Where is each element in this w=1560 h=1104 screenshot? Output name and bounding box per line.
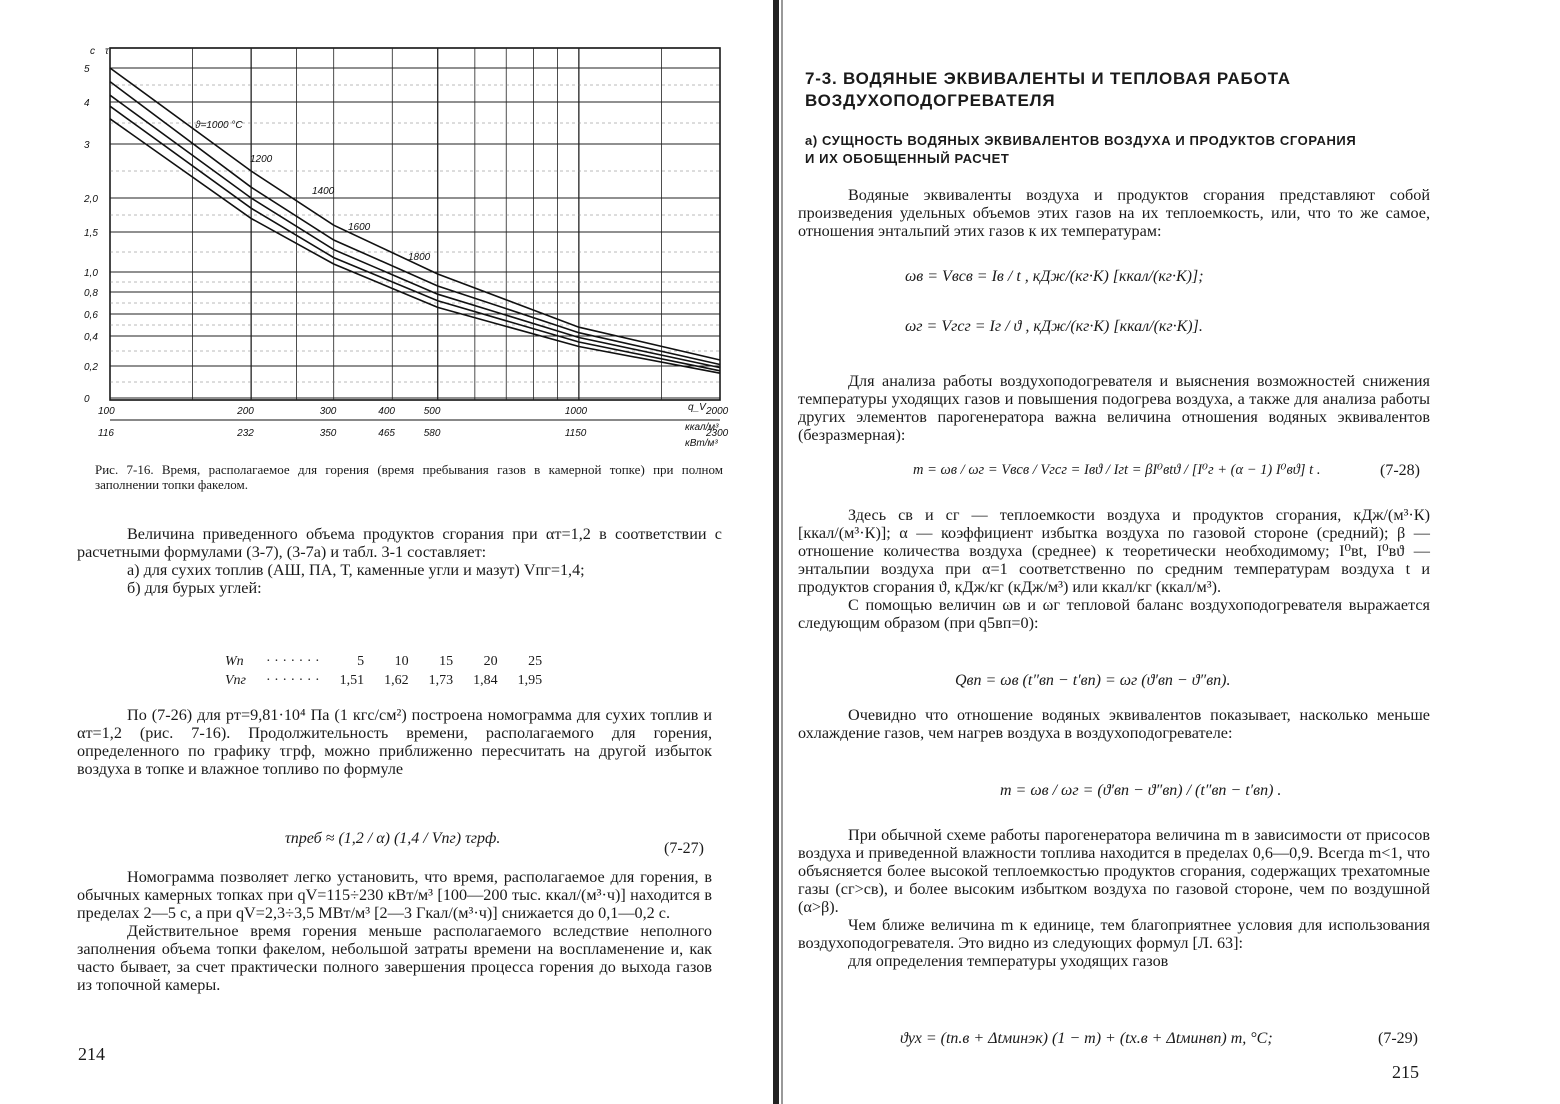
table-cell: 1,62 [384, 672, 409, 688]
formula-7-29-number: (7-29) [1378, 1030, 1418, 1047]
y-tick-label: 4 [84, 98, 90, 109]
nomogram-chart [80, 40, 740, 460]
left-paragraph-3 [77, 868, 712, 994]
para-actual-time: Действительное время горения меньше располагаемого вследствие неполного заполнения объема топки факелом, небольшой затраты времени на воспламенение и, как часто бывает, за счет практически полного завершения процесса горения до выхода газов из топочной камеры. [77, 922, 712, 994]
x-tick-label-top: 300 [319, 406, 337, 417]
row-label: Vпг [225, 672, 247, 688]
page-number-left: 214 [78, 1044, 105, 1064]
subsection-heading: а) СУЩНОСТЬ ВОДЯНЫХ ЭКВИВАЛЕНТОВ ВОЗДУХА И ПРОДУКТОВ СГОРАНИЯ И ИХ ОБОБЩЕННЫЙ РАСЧЕТ [805, 133, 1357, 166]
right-paragraph-3 [798, 506, 1430, 632]
curve-label: 1400 [312, 186, 335, 197]
x-tick-label-top: 400 [378, 406, 395, 417]
y-axis-unit: с [90, 46, 95, 57]
right-paragraph-2: Для анализа работы воздухоподогревателя и выяснения возможностей снижения температуры уходящих газов и повышения подогрева воздуха, а также для анализа работы других элементов парогенератора важна величина отношения водяных эквивалентов (безразмерная): [798, 372, 1430, 444]
left-paragraph-1 [77, 525, 722, 597]
y-tick-label: 0 [84, 394, 90, 405]
y-axis-tick-labels [83, 64, 98, 405]
x-tick-label-top: 2000 [706, 406, 729, 417]
x-tick-label-bottom: 350 [319, 428, 337, 439]
para-nomogram: Номограмма позволяет легко установить, что время, располагаемое для горения, в обычных камерных топках при qV=115÷230 кВт/м³ [100—200 тыс. ккал/(м³·ч)] находится в пределах 2—5 с, а при qV=2,3÷3,5 МВт/м³ [2—3 Гкал/(м³·ч)] снижается до 0,1—0,2 с. [77, 868, 712, 922]
y-tick-label: 0,6 [84, 310, 98, 321]
y-tick-label: 1,0 [84, 268, 98, 279]
table-cell: 5 [357, 653, 365, 669]
y-tick-label: 0,8 [84, 288, 98, 299]
y-tick-label: 2,0 [84, 194, 98, 205]
y-tick-label: 3 [84, 140, 90, 151]
book-gutter [773, 0, 779, 1104]
x-tick-label-bottom: 1150 [564, 428, 587, 439]
table-cell: 10 [394, 653, 409, 669]
para-m-range: При обычной схеме работы парогенератора величина m в зависимости от присосов воздуха и приведенной влажности топлива находится в пределах 0,6—0,9. Всегда m<1, что объясняется более высокой теплоемкостью продуктов сгорания, содержащих трехатомные газы (cг>cв), и более высоким избытком воздуха по газовой стороне, чем по воздушной (α>β). [798, 826, 1430, 916]
formula-7-28-number: (7-28) [1380, 462, 1420, 479]
right-paragraph-4: Очевидно что отношение водяных эквивалентов показывает, насколько меньше охлаждение газов, чем нагрев воздуха в воздухоподогревателе: [798, 706, 1430, 742]
x-axis-symbol: q_V [688, 402, 706, 413]
x-tick-label-bottom: 465 [378, 428, 395, 439]
section-heading: 7-3. ВОДЯНЫЕ ЭКВИВАЛЕНТЫ И ТЕПЛОВАЯ РАБОТА ВОЗДУХОПОДОГРЕВАТЕЛЯ [805, 69, 1291, 110]
figure-caption: Рис. 7-16. Время, располагаемое для горения (время пребывания газов в камерной топке) при полном заполнении топки факелом. [95, 462, 723, 492]
left-page [0, 0, 770, 1104]
left-paragraph-2: По (7-26) для pт=9,81·10⁴ Па (1 кгс/см²) построена номограмма для сухих топлив и αт=1,2 (рис. 7-16). Продолжительность времени, располагаемого для горения, определенного по графику τгрф, можно приближенно пересчитать на другой избыток воздуха в топке и влажное топливо по формуле [77, 706, 712, 778]
table-cell: 15 [439, 653, 454, 669]
y-tick-label: 5 [84, 64, 90, 75]
x-tick-label-top: 100 [98, 406, 115, 417]
y-tick-label: 1,5 [84, 228, 98, 239]
table-row [215, 671, 552, 690]
x-axis-unit-2: кВт/м³ [685, 438, 718, 449]
formula-7-29: ϑух = (tп.в + Δtминэк) (1 − m) + (tх.в + Δtминвп) m, °С; [900, 1030, 1273, 1047]
x-tick-label-bottom: 232 [237, 428, 254, 439]
x-tick-label-top: 1000 [564, 406, 588, 417]
x-tick-label-top: 200 [237, 406, 254, 417]
table-cell: 25 [528, 653, 543, 669]
para-symbols: Здесь cв и cг — теплоемкости воздуха и продуктов сгорания, кДж/(м³·К) [ккал/(м³·К)]; α — коэффициент избытка воздуха по газовой стороне (средний); β — отношение количества воздуха (среднее) к теоретически необходимому; I⁰вt, I⁰вϑ — энтальпии воздуха при α=1 соответственно по средним температурам воздуха t и продуктов сгорания ϑ, кДж/кг (кДж/м³) или ккал/кг (ккал/м³). [798, 506, 1430, 596]
y-tick-label: 0,2 [84, 362, 98, 373]
page-number-right: 215 [1392, 1062, 1419, 1082]
lignite-table [215, 652, 552, 690]
x-axis-unit-1: ккал/м³ [685, 422, 719, 433]
curve-series-1 [110, 68, 720, 360]
right-paragraph-1: Водяные эквиваленты воздуха и продуктов сгорания представляют собой произведения удельных объемов этих газов на их теплоемкость, или, что то же самое, отношения энтальпий этих газов к их температурам: [798, 186, 1430, 240]
para-closer-to-one: Чем ближе величина m к единице, тем благоприятнее условия для использования воздухоподогревателя. Это видно из следующих формул [Л. 63]: [798, 916, 1430, 952]
curve-label: ϑ=1000 °С [195, 120, 243, 131]
x-tick-label-top: 500 [423, 406, 441, 417]
curve-label: 1800 [408, 252, 431, 263]
table-cell: 1,95 [517, 672, 543, 688]
y-tick-label: 0,4 [84, 332, 98, 343]
table-cell: 1,51 [339, 672, 365, 688]
formula-omega-v: ωв = Vвcв = Iв / t , кДж/(кг·К) [ккал/(кг·К)]; [905, 268, 1204, 285]
plot-frame [110, 48, 720, 400]
table-cell: 1,84 [473, 672, 498, 688]
curve-label: 1600 [348, 222, 371, 233]
chart-grid [110, 48, 720, 420]
book-gutter-shadow [781, 0, 783, 1104]
para-item-a: а) для сухих топлив (АШ, ПА, Т, каменные угли и мазут) Vпг=1,4; [127, 561, 585, 579]
row-dots: · · · · · · · [266, 653, 320, 669]
formula-omega-g: ωг = Vгcг = Iг / ϑ , кДж/(кг·К) [ккал/(кг·К)]. [905, 318, 1203, 335]
table-cell: 20 [483, 653, 498, 669]
curve-labels [195, 120, 431, 263]
para-intro: Величина приведенного объема продуктов сгорания при αт=1,2 в соответствии с расчетными формулами (3-7), (3-7а) и табл. 3-1 составляет: [77, 525, 722, 561]
table-row [215, 652, 552, 671]
x-tick-label-bottom: 116 [98, 428, 114, 439]
row-label: Wп [225, 653, 244, 669]
x-tick-label-bottom: 580 [423, 428, 441, 439]
curve-label: 1200 [250, 154, 273, 165]
formula-heat-balance: Qвп = ωв (t″вп − t′вп) = ωг (ϑ′вп − ϑ″вп). [955, 672, 1231, 689]
para-item-b: б) для бурых углей: [127, 579, 262, 597]
chart-curves [110, 68, 720, 373]
para-exhaust-temp: для определения температуры уходящих газов [848, 952, 1169, 970]
formula-7-27: τпреб ≈ (1,2 / α) (1,4 / Vпг) τгрф. [285, 830, 501, 847]
row-dots: · · · · · · · [266, 672, 320, 688]
para-balance: С помощью величин ωв и ωг тепловой баланс воздухоподогревателя выражается следующим образом (при q5вп=0): [798, 596, 1430, 632]
curve-series-3 [110, 95, 720, 367]
right-paragraph-5 [798, 826, 1430, 970]
curve-series-5 [110, 119, 720, 373]
table-cell: 1,73 [428, 672, 454, 688]
curve-param-symbol: τ [105, 46, 109, 57]
curve-series-4 [110, 106, 720, 371]
formula-7-27-number: (7-27) [664, 840, 704, 857]
formula-m-ratio: m = ωв / ωг = (ϑ′вп − ϑ″вп) / (t″вп − t′вп) . [1000, 782, 1282, 799]
formula-7-28: m = ωв / ωг = Vвcв / Vгcг = Iвϑ / Iгt = βI⁰вtϑ / [I⁰г + (α − 1) I⁰вϑ] t . [913, 462, 1321, 478]
x-axis-tick-labels [98, 406, 729, 439]
x-tick-label-bottom: 2300 [706, 428, 729, 439]
